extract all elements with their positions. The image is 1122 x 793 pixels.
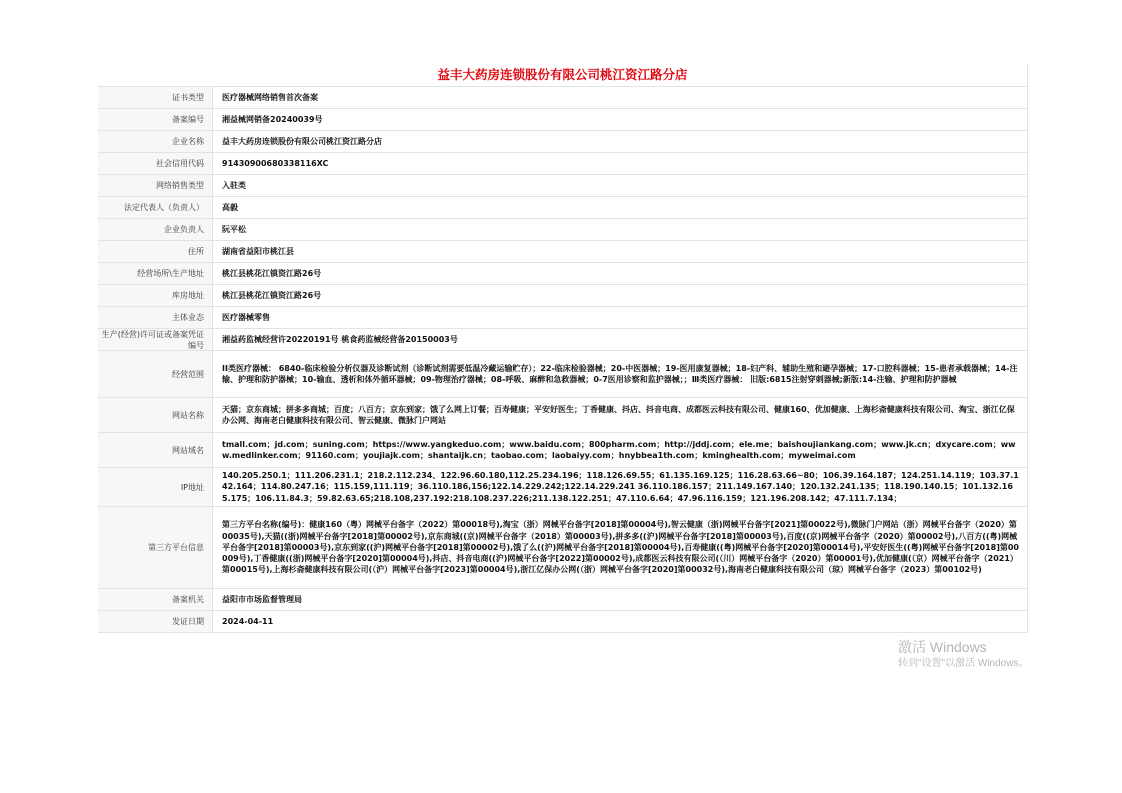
table-row: [98, 131, 1028, 153]
row-value-cell: [213, 398, 1028, 432]
row-value: 入驻类: [222, 180, 246, 190]
table-row: [98, 398, 1028, 433]
row-value-cell: [213, 219, 1028, 240]
row-value-cell: [213, 263, 1028, 284]
row-value: 91430900680338116XC: [222, 158, 329, 168]
row-label: 经营范围: [98, 351, 213, 397]
table-row: [98, 197, 1028, 219]
row-value-cell: [213, 87, 1028, 108]
table-row: [98, 468, 1028, 507]
row-value: 140.205.250.1；111.206.231.1；218.2.112.234、122.96.60.180,112.25.234.196；118.126.69.55；61.135.169.125；116.28.63.66~80；106.39.164.187；124.251.14.119；103.37.142.164；114.80.247.16；115.159,111.119；36.110.186,156;122.14.229.242;122.14.229.241 36.110.186.157；211.149.167.140；120.132.241.135；118.190.140.15；101.132.165.175；106.11.84.3；59.82.63.65;218.108,237.192:218.108.237.226;211.138.122.251；47.110.6.64；47.96.116.159；121.196.208.142；47.111.7.134；: [222, 471, 1019, 503]
row-label: 发证日期: [98, 611, 213, 632]
row-value: 湘益药监械经营许20220191号 桃食药监械经营备20150003号: [222, 334, 458, 344]
row-value: 高毅: [222, 202, 238, 212]
table-row: [98, 109, 1028, 131]
row-value-cell: [213, 241, 1028, 262]
table-row: [98, 351, 1028, 398]
table-row: [98, 329, 1028, 351]
row-label: 网站名称: [98, 398, 213, 432]
row-value: 湘益械网销备20240039号: [222, 114, 323, 124]
row-label: 企业名称: [98, 131, 213, 152]
row-label: 网络销售类型: [98, 175, 213, 196]
row-label: 备案编号: [98, 109, 213, 130]
table-row: [98, 87, 1028, 109]
row-value: 2024-04-11: [222, 616, 274, 626]
table-row: [98, 153, 1028, 175]
row-label: 备案机关: [98, 589, 213, 610]
row-label: 第三方平台信息: [98, 507, 213, 588]
row-value-cell: [213, 329, 1028, 350]
row-value-cell: [213, 175, 1028, 196]
table-row: [98, 589, 1028, 611]
row-label: 住所: [98, 241, 213, 262]
row-label: 企业负责人: [98, 219, 213, 240]
row-value-cell: [213, 109, 1028, 130]
row-value: tmall.com；jd.com；suning.com；https://www.yangkeduo.com；www.baidu.com；800pharm.com；http://jddj.com；ele.me；baishoujiankang.com；www.jk.cn；dxycare.com；www.medlinker.com；91160.com；youjiajk.com；shantaijk.cn；taobao.com；laobaiyy.com；hnybbea1th.com；kminghealth.com；myweimai.com: [222, 439, 1016, 460]
row-label: 库房地址: [98, 285, 213, 306]
table-row: [98, 507, 1028, 589]
row-value: 益阳市市场监督管理局: [222, 594, 302, 604]
row-value-cell: [213, 153, 1028, 174]
table-row: [98, 285, 1028, 307]
row-value-cell: [213, 307, 1028, 328]
row-label: IP地址: [98, 468, 213, 506]
row-value: 第三方平台名称(编号)：健康160（粤）网械平台备字（2022）第00018号),淘宝（浙）网械平台备字[2018]第00004号),智云健康（浙)网械平台备字[2021]第00022号),微脉门户网站（浙）网械平台备字（2020）第00035号),天猫((浙)网械平台备字[2018]第00002号),京东商城((京)网械平台备字（2018）第00003号),拼多多((沪)网械平台备字[2018]第00003号),百度((京)网械平台备字（2020）第00002号),八百方((粤)网械平台备字[2018]第00003号),京东到家((沪)网械平台备字[2018]第00002号),饿了么((沪)网械平台备字[2018]第00004号),百寿健康((粤)网械平台备字[2020]第00014号),平安好医生((粤)网械平台备字[2018]第00009号),丁香健康((浙)网械平台备字[2020]第00004号),抖店、抖音电商((沪)网械平台备字[2022]第00002号),成都医云科技有限公司(（川）网械平台备字（2020）第00001号),优加健康(（京）网械平台备字（2021）第00015号),上海杉斋健康科技有限公司(（沪）网械平台备字[2023]第00004号),浙江亿保办公网(（浙）网械平台备字[2020]第00032号),海南老白健康科技有限公司（琼）网械平台备字（2023）第00102号): [222, 520, 1020, 575]
record-sheet: [98, 64, 1028, 633]
row-value-cell: [213, 507, 1028, 588]
row-value-cell: [213, 433, 1028, 467]
row-value-cell: [213, 131, 1028, 152]
table-row: [98, 263, 1028, 285]
row-value-cell: [213, 589, 1028, 610]
row-value: 阮平松: [222, 224, 246, 234]
row-label: 网站域名: [98, 433, 213, 467]
watermark-line-1: 激活 Windows: [898, 639, 987, 655]
row-value: 医疗器械零售: [222, 312, 270, 322]
row-label: 生产(经营)许可证或备案凭证编号: [98, 329, 213, 350]
row-value-cell: [213, 351, 1028, 397]
table-row: [98, 307, 1028, 329]
row-label: 主体业态: [98, 307, 213, 328]
row-label: 法定代表人（负责人）: [98, 197, 213, 218]
record-table: [98, 87, 1028, 633]
watermark-line-2: 转到"设置"以激活 Windows。: [898, 658, 1028, 669]
row-value-cell: [213, 285, 1028, 306]
row-value: 医疗器械网络销售首次备案: [222, 92, 318, 102]
table-row: [98, 241, 1028, 263]
windows-activation-watermark: [898, 638, 1028, 672]
row-value: 桃江县桃花江镇资江路26号: [222, 290, 322, 300]
table-row: [98, 175, 1028, 197]
row-value: 桃江县桃花江镇资江路26号: [222, 268, 322, 278]
table-row: [98, 611, 1028, 633]
table-row: [98, 433, 1028, 468]
row-value: II类医疗器械： 6840-临床检验分析仪器及诊断试剂（诊断试剂需要低温冷藏运输贮存）；22-临床检验器械；20-中医器械；19-医用康复器械；18-妇产科、辅助生殖和避孕器械；17-口腔科器械；15-患者承载器械；14-注输、护理和防护器械；10-输血、透析和体外循环器械；09-物理治疗器械；08-呼吸、麻醉和急救器械；0-7医用诊察和监护器械；；Ⅲ类医疗器械： 旧版:6815注射穿刺器械;新版:14-注输、护理和防护器械: [222, 363, 1018, 384]
row-value-cell: [213, 468, 1028, 506]
row-value-cell: [213, 197, 1028, 218]
row-value-cell: [213, 611, 1028, 632]
row-label: 经营场所\生产地址: [98, 263, 213, 284]
row-value: 湖南省益阳市桃江县: [222, 246, 294, 256]
row-value: 天猫；京东商城；拼多多商城；百度；八百方；京东到家；饿了么网上订餐；百寿健康；平安好医生；丁香健康、抖店、抖音电商、成都医云科技有限公司、健康160、优加健康、上海杉斋健康科技有限公司、淘宝、浙江亿保办公网、海南老白健康科技有限公司、智云健康、微脉门户网站: [222, 404, 1015, 425]
page-title: 益丰大药房连锁股份有限公司桃江资江路分店: [98, 64, 1028, 87]
row-label: 证书类型: [98, 87, 213, 108]
table-row: [98, 219, 1028, 241]
row-label: 社会信用代码: [98, 153, 213, 174]
row-value: 益丰大药房连锁股份有限公司桃江资江路分店: [222, 136, 382, 146]
